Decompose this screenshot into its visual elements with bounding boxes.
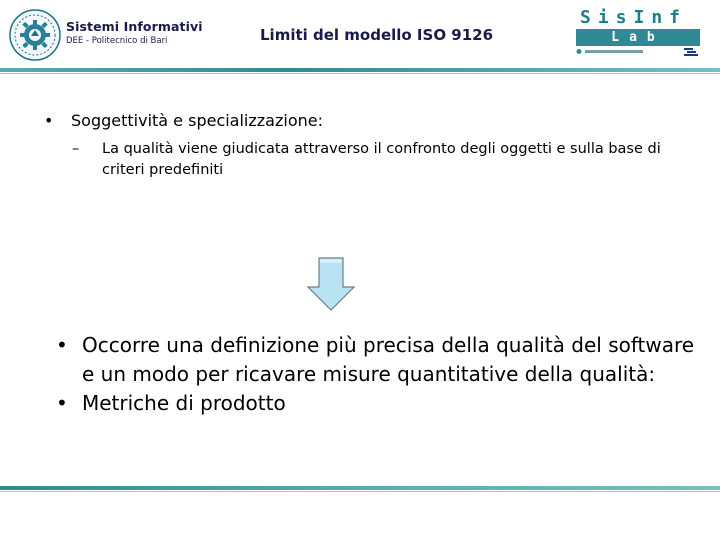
lab-logo-subline [576, 48, 676, 55]
sisinf-logo-text: SisInf [580, 7, 688, 28]
header-divider-thin [0, 73, 720, 74]
bullet-dot: • [56, 391, 68, 415]
down-arrow-icon [307, 257, 355, 311]
university-seal-logo [9, 9, 61, 61]
lab-logo-band: Lab [576, 29, 700, 46]
conclusion-list [56, 331, 696, 418]
conclusion-item [56, 331, 696, 389]
conclusion-item [56, 389, 696, 418]
conclusion-text: Metriche di prodotto [82, 391, 286, 415]
footer-divider [0, 486, 720, 490]
slide-title: Limiti del modello ISO 9126 [260, 26, 494, 44]
header-divider [0, 68, 720, 72]
org-name: Sistemi Informativi [66, 19, 203, 34]
bullet-dot: • [56, 333, 68, 357]
bullet-text: Soggettività e specializzazione: [71, 111, 323, 130]
org-subtitle: DEE - Politecnico di Bari [66, 36, 168, 46]
footer-divider-thin [0, 491, 720, 492]
sub-bullet-dash: – [72, 141, 80, 157]
sub-bullet-text: La qualità viene giudicata attraverso il confronto degli oggetti e sulla base di criteri predefiniti [102, 141, 661, 178]
lab-logo-mark [684, 47, 700, 56]
bullet-dot: • [44, 111, 54, 130]
conclusion-text: Occorre una definizione più precisa della qualità del software e un modo per ricavare misure quantitative della qualità: [82, 333, 695, 386]
